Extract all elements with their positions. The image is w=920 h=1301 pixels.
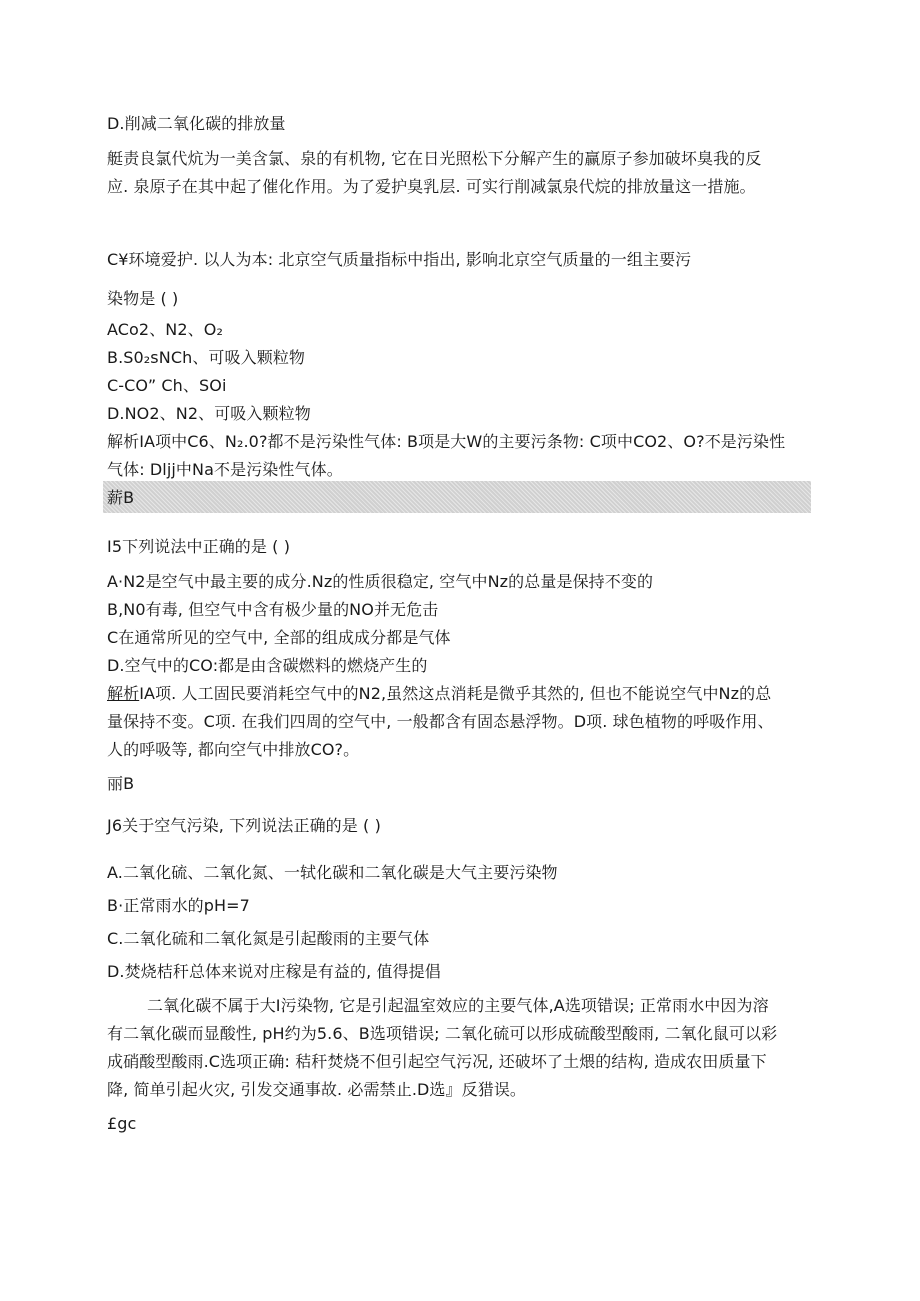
answer-highlight-band (103, 481, 811, 513)
question-15-option-b: B,N0有毒, 但空气中含有极少量的NO并无危击 (107, 600, 439, 619)
question-c-option-a: ACo2、N2、O₂ (107, 320, 223, 339)
question-16-analysis-line-2: 有二氧化碳而显酸性, pH约为5.6、B选项错误; 二氧化硫可以形成硫酸型酸雨, 二氧化鼠可以彩 (107, 1024, 778, 1043)
question-16-analysis-line-4: 降, 简单引起火灾, 引发交通事故. 必需禁止.D选』反猎误。 (107, 1080, 527, 1099)
question-15-option-a: A·N2是空气中最主要的成分.Nz的性质很稳定, 空气中Nz的总量是保持不变的 (107, 572, 654, 591)
question-15-analysis-line-3: 人的呼吸等, 都向空气中排放CO?。 (107, 740, 360, 759)
question-15-analysis-line-2: 量保持不变。C项. 在我们四周的空气中, 一般都含有固态悬浮物。D项. 球色植物的呼吸作用、 (107, 712, 774, 731)
analysis-label: 解析 (107, 684, 140, 703)
question-15-stem: I5下列说法中正确的是 ( ) (107, 537, 291, 556)
question-16-answer: £gc (107, 1114, 137, 1133)
explanation-line-2: 应. 泉原子在其中起了催化作用。为了爱护臭乳层. 可实行削减氯泉代烷的排放量这一措施。 (107, 177, 756, 196)
question-c-analysis-line-1: 解析IA项中C6、N₂.0?都不是污染性气体: B项是大W的主要污条物: C项中CO2、O?不是污染性 (107, 432, 786, 451)
question-c-stem-line-2: 染物是 ( ) (107, 289, 179, 308)
explanation-line-1: 艇责良氯代炕为一美含氯、泉的有机物, 它在日光照松下分解产生的赢原子参加破坏臭我的反 (107, 149, 762, 168)
question-c-answer: 薪B (107, 488, 135, 507)
question-16-option-a: A.二氧化硫、二氧化氮、一轼化碳和二氧化碳是大气主要污染物 (107, 863, 558, 882)
question-c-option-c: C-CO” Ch、SOi (107, 376, 227, 395)
question-c-option-d: D.NO2、N2、可吸入颗粒物 (107, 404, 311, 423)
question-16-option-d: D.焚烧桔秆总体来说对庄稼是有益的, 值得提倡 (107, 962, 441, 981)
question-16-option-b: B·正常雨水的pH=7 (107, 896, 250, 915)
option-d: D.削减二氧化碳的排放量 (107, 114, 286, 133)
question-15-analysis-text-1: IA项. 人工固民要消耗空气中的N2,虽然这点消耗是微乎其然的, 但也不能说空气中Nz的总 (139, 684, 772, 703)
question-15-option-c: C在通常所见的空气中, 全部的组成成分都是气体 (107, 628, 451, 647)
question-c-analysis-line-2: 气体: Dljj中Na不是污染性气体。 (107, 460, 343, 479)
question-15-answer: 丽B (107, 774, 135, 793)
question-16-option-c: C.二氧化硫和二氧化氮是引起酸雨的主要气体 (107, 929, 430, 948)
question-15-option-d: D.空气中的CO:都是由含碳燃料的燃烧产生的 (107, 656, 428, 675)
question-16-stem: J6关于空气污染, 下列说法正确的是 ( ) (107, 816, 381, 835)
question-16-analysis-line-1: 二氧化碳不属于大I污染物, 它是引起温室效应的主要气体,A选项错误; 正常雨水中因为溶 (147, 996, 769, 1015)
question-16-analysis-line-3: 成硝酸型酸雨.C选项正确: 秸秆焚烧不但引起空气污况, 还破坏了土煨的结构, 造成农田质量下 (107, 1052, 767, 1071)
question-c-stem-line-1: C¥环境爱护. 以人为本: 北京空气质量指标中指出, 影响北京空气质量的一组主要污 (107, 250, 692, 269)
question-15-analysis-line-1 (107, 684, 771, 704)
question-c-option-b: B.S0₂sNCh、可吸入颗粒物 (107, 348, 306, 367)
